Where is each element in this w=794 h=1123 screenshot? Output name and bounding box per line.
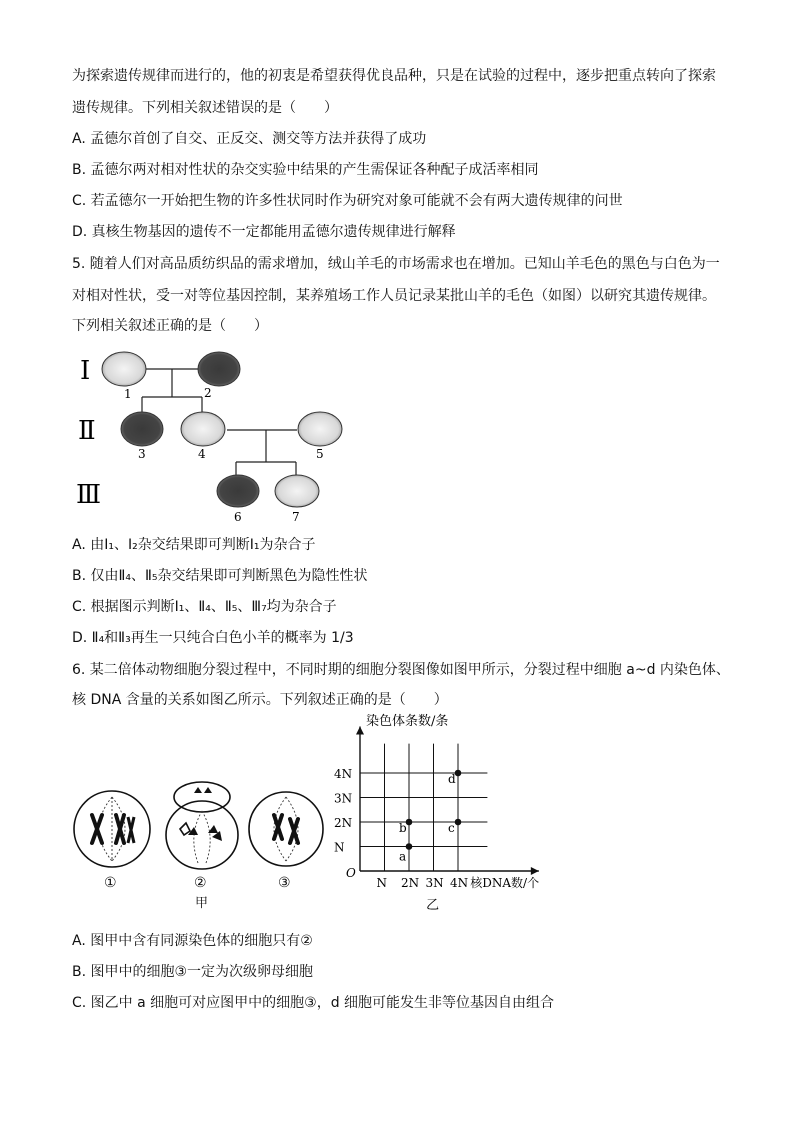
individual-4-white bbox=[181, 412, 225, 446]
q6-option-a: A. 图甲中含有同源染色体的细胞只有② bbox=[72, 933, 313, 949]
individual-label: 3 bbox=[138, 447, 146, 461]
cell-label-1: ① bbox=[104, 875, 117, 891]
text-line: 核 DNA 含量的关系如图乙所示。下列叙述正确的是（ ） bbox=[72, 692, 448, 708]
x-tick-label: N bbox=[376, 876, 387, 890]
y-axis-label: 染色体条数/条 bbox=[366, 714, 449, 730]
q6-option-c: C. 图乙中 a 细胞可对应图甲中的细胞③，d 细胞可能发生非等位基因自由组合 bbox=[72, 995, 555, 1011]
generation-1-label: Ⅰ bbox=[80, 356, 91, 386]
individual-6-black bbox=[217, 475, 259, 507]
data-point-b bbox=[406, 819, 413, 826]
q6-option-b: B. 图甲中的细胞③一定为次级卵母细胞 bbox=[72, 964, 314, 980]
x-tick-label: 3N bbox=[425, 876, 444, 890]
point-label-c: c bbox=[448, 821, 455, 835]
individual-7-white bbox=[275, 475, 319, 507]
pedigree-diagram bbox=[72, 345, 372, 525]
q5-option-a: A. 由Ⅰ₁、Ⅰ₂杂交结果即可判断Ⅰ₁为杂合子 bbox=[72, 537, 316, 553]
figure-caption-jia: 甲 bbox=[195, 896, 209, 911]
point-label-a: a bbox=[399, 849, 407, 864]
y-tick-label: 3N bbox=[334, 791, 353, 806]
cell-label-3: ③ bbox=[278, 875, 291, 891]
individual-label: 7 bbox=[292, 510, 300, 524]
x-tick-label: 4N bbox=[450, 876, 469, 890]
x-axis-label: 核DNA数/个 bbox=[470, 876, 540, 890]
individual-label: 1 bbox=[124, 387, 132, 401]
origin-label: O bbox=[346, 866, 356, 880]
text-line: 下列相关叙述正确的是（ ） bbox=[72, 318, 268, 334]
x-axis-arrow bbox=[531, 867, 539, 875]
individual-2-black bbox=[198, 352, 240, 386]
polar-body bbox=[174, 782, 230, 812]
y-tick-label: N bbox=[334, 840, 345, 855]
chromosome-dna-chart bbox=[330, 714, 560, 915]
individual-5-white bbox=[298, 412, 342, 446]
data-point-d bbox=[455, 770, 462, 777]
chart-caption-yi: 乙 bbox=[426, 898, 440, 913]
point-label-d: d bbox=[448, 772, 456, 786]
generation-3-label: Ⅲ bbox=[76, 480, 102, 510]
q5-option-b: B. 仅由Ⅱ₄、Ⅱ₅杂交结果即可判断黑色为隐性性状 bbox=[72, 568, 368, 584]
cell-division-figure bbox=[72, 775, 332, 915]
generation-2-label: Ⅱ bbox=[78, 416, 96, 446]
individual-label: 4 bbox=[198, 447, 206, 461]
y-tick-label: 2N bbox=[334, 816, 353, 830]
text-line: 遗传规律。下列相关叙述错误的是（ ） bbox=[72, 100, 338, 116]
q5-option-d: D. Ⅱ₄和Ⅱ₃再生一只纯合白色小羊的概率为 1/3 bbox=[72, 630, 354, 646]
individual-3-black bbox=[121, 412, 163, 446]
data-point-a bbox=[406, 843, 413, 850]
option-d: D. 真核生物基因的遗传不一定都能用孟德尔遗传规律进行解释 bbox=[72, 224, 456, 240]
q5-option-c: C. 根据图示判断Ⅰ₁、Ⅱ₄、Ⅱ₅、Ⅲ₇均为杂合子 bbox=[72, 599, 337, 615]
text-line: 为探索遗传规律而进行的，他的初衷是希望获得优良品种，只是在试验的过程中，逐步把重点转向了探索 bbox=[72, 68, 716, 84]
option-b: B. 孟德尔两对相对性状的杂交实验中结果的产生需保证各种配子成活率相同 bbox=[72, 162, 539, 178]
question-5: 5. 随着人们对高品质纺织品的需求增加，绒山羊毛的市场需求也在增加。已知山羊毛色的黑色与白色为一 bbox=[72, 256, 720, 272]
cell-3-membrane bbox=[249, 792, 323, 866]
question-6: 6. 某二倍体动物细胞分裂过程中，不同时期的细胞分裂图像如图甲所示，分裂过程中细胞 a~d 内染色体、 bbox=[72, 662, 730, 678]
individual-1-white bbox=[102, 352, 146, 386]
point-label-b: b bbox=[399, 821, 407, 835]
x-tick-label: 2N bbox=[401, 876, 420, 890]
individual-label: 5 bbox=[316, 447, 324, 461]
y-axis-arrow bbox=[356, 726, 364, 734]
cell-label-2: ② bbox=[194, 875, 207, 891]
individual-label: 6 bbox=[234, 510, 242, 524]
option-c: C. 若孟德尔一开始把生物的许多性状同时作为研究对象可能就不会有两大遗传规律的问世 bbox=[72, 193, 623, 209]
option-a: A. 孟德尔首创了自交、正反交、测交等方法并获得了成功 bbox=[72, 131, 427, 147]
text-line: 对相对性状，受一对等位基因控制，某养殖场工作人员记录某批山羊的毛色（如图）以研究其遗传规律。 bbox=[72, 288, 716, 304]
data-point-c bbox=[455, 819, 462, 826]
y-tick-label: 4N bbox=[334, 767, 353, 781]
individual-label: 2 bbox=[204, 386, 212, 400]
